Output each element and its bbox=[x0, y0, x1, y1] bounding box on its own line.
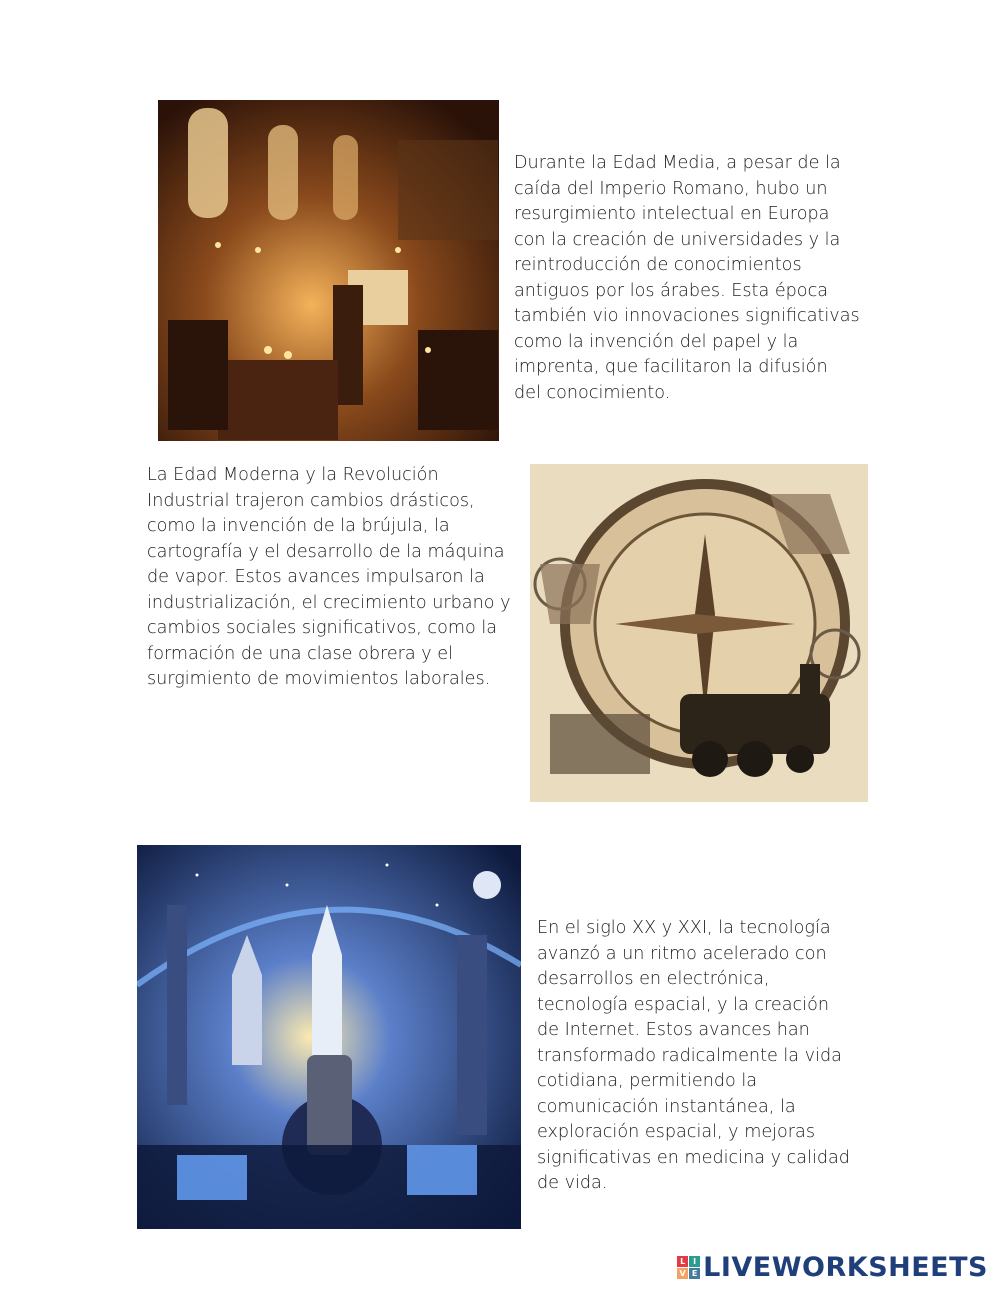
logo-tile: L bbox=[677, 1256, 688, 1267]
space-technology-image bbox=[137, 845, 521, 1229]
compass-locomotive-image bbox=[530, 464, 868, 802]
logo-tile: V bbox=[677, 1268, 688, 1279]
paragraph-edad-moderna: La Edad Moderna y la Revolución Industrial trajeron cambios drásticos, como la invención de la brújula, la cartografía y el desarrollo de la máquina de vapor. Estos avances impulsaron la industrialización, el crecimiento urbano y cambios sociales significativos, como la formación de una clase obrera y el surgimiento de movimientos laborales. bbox=[147, 465, 511, 689]
logo-tile: I bbox=[689, 1256, 700, 1267]
logo-tile: E bbox=[689, 1268, 700, 1279]
paragraph-edad-media: Durante la Edad Media, a pesar de la caída del Imperio Romano, hubo un resurgimiento intelectual en Europa con la creación de universidades y la reintroducción de conocimientos antiguos por los árabes. Esta época también vio innovaciones significativas como la invención del papel y la imprenta, que facilitaron la difusión del conocimiento. bbox=[514, 153, 860, 403]
brand-name: LIVEWORKSHEETS bbox=[703, 1251, 988, 1283]
medieval-classroom-image bbox=[158, 100, 499, 441]
liveworksheets-logo bbox=[677, 1250, 988, 1284]
logo-tiles bbox=[677, 1256, 700, 1279]
paragraph-siglo-xx-xxi: En el siglo XX y XXI, la tecnología avanzó a un ritmo acelerado con desarrollos en electrónica, tecnología espacial, y la creación de Internet. Estos avances han transformado radicalmente la vida cotidiana, permitiendo la comunicación instantánea, la exploración espacial, y mejoras significativas en medicina y calidad de vida. bbox=[537, 918, 850, 1193]
